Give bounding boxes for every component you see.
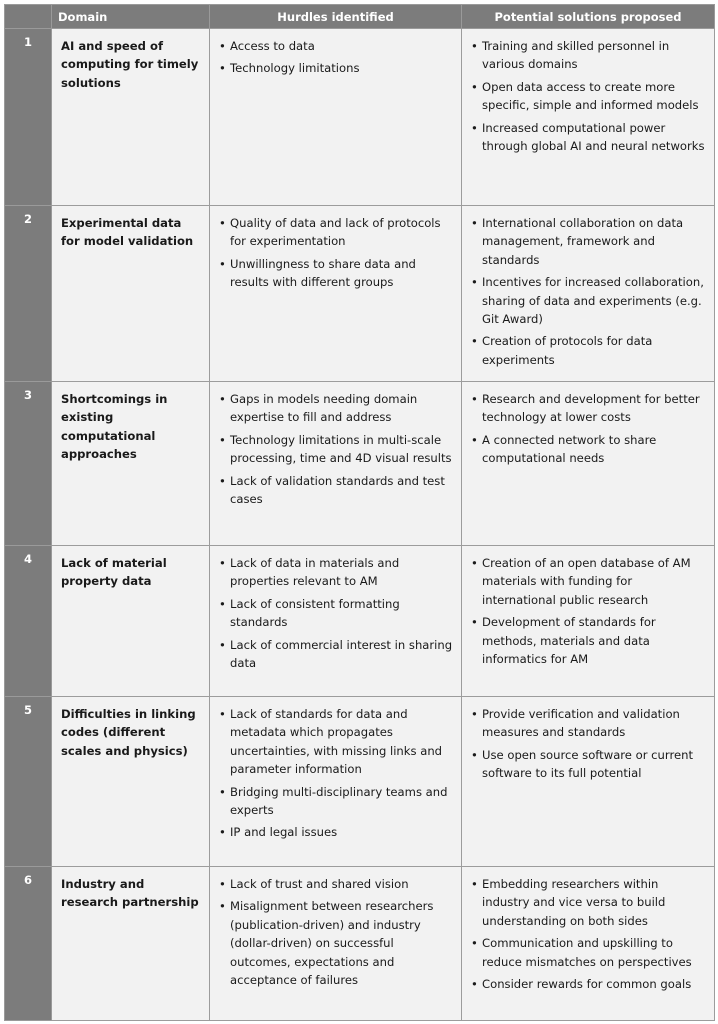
solutions-list — [470, 37, 706, 155]
row-domain: Difficulties in linking codes (different scales and physics) — [52, 697, 210, 867]
list-item: • Technology limitations in multi-scale processing, time and 4D visual results — [218, 431, 453, 468]
list-item: • Misalignment between researchers (publication-driven) and industry (dollar-driven) on successful outcomes, expectations and acceptance of failures — [218, 897, 453, 989]
list-item: • Bridging multi-disciplinary teams and experts — [218, 783, 453, 820]
list-item: • Lack of consistent formatting standards — [218, 595, 453, 632]
hurdles-list — [218, 705, 453, 842]
table-row — [5, 382, 715, 546]
table-header-row — [5, 5, 715, 29]
list-item: • Provide verification and validation measures and standards — [470, 705, 706, 742]
table-row — [5, 206, 715, 382]
list-item: • Open data access to create more specific, simple and informed models — [470, 78, 706, 115]
list-item: • Creation of protocols for data experiments — [470, 332, 706, 369]
hurdles-list — [218, 875, 453, 989]
row-domain: Lack of material property data — [52, 546, 210, 697]
list-item: • Communication and upskilling to reduce mismatches on perspectives — [470, 934, 706, 971]
row-number: 2 — [5, 206, 52, 382]
list-item: • Gaps in models needing domain expertise to fill and address — [218, 390, 453, 427]
list-item: • Access to data — [218, 37, 453, 55]
row-domain: AI and speed of computing for timely solutions — [52, 29, 210, 206]
solutions-list — [470, 554, 706, 668]
row-solutions — [462, 29, 715, 206]
row-domain: Industry and research partnership — [52, 867, 210, 1021]
list-item: • International collaboration on data management, framework and standards — [470, 214, 706, 269]
list-item: • Lack of data in materials and properties relevant to AM — [218, 554, 453, 591]
header-number — [5, 5, 52, 29]
list-item: • Lack of standards for data and metadata which propagates uncertainties, with missing links and parameter information — [218, 705, 453, 779]
list-item: • Technology limitations — [218, 59, 453, 77]
row-number: 1 — [5, 29, 52, 206]
row-solutions — [462, 382, 715, 546]
row-hurdles — [210, 697, 462, 867]
header-hurdles: Hurdles identified — [210, 5, 462, 29]
list-item: • Use open source software or current software to its full potential — [470, 746, 706, 783]
row-solutions — [462, 206, 715, 382]
list-item: • Quality of data and lack of protocols for experimentation — [218, 214, 453, 251]
list-item: • Development of standards for methods, materials and data informatics for AM — [470, 613, 706, 668]
row-number: 6 — [5, 867, 52, 1021]
row-number: 5 — [5, 697, 52, 867]
row-hurdles — [210, 382, 462, 546]
table-row — [5, 546, 715, 697]
row-hurdles — [210, 867, 462, 1021]
hurdles-list — [218, 214, 453, 292]
solutions-list — [470, 705, 706, 783]
row-solutions — [462, 697, 715, 867]
row-number: 3 — [5, 382, 52, 546]
solutions-list — [470, 390, 706, 468]
row-domain: Experimental data for model validation — [52, 206, 210, 382]
row-number: 4 — [5, 546, 52, 697]
row-hurdles — [210, 29, 462, 206]
row-solutions — [462, 867, 715, 1021]
row-domain: Shortcomings in existing computational approaches — [52, 382, 210, 546]
hurdles-list — [218, 37, 453, 78]
solutions-list — [470, 875, 706, 993]
list-item: • Consider rewards for common goals — [470, 975, 706, 993]
list-item: • A connected network to share computational needs — [470, 431, 706, 468]
solutions-list — [470, 214, 706, 369]
page — [4, 4, 714, 1020]
hurdles-list — [218, 390, 453, 508]
header-domain: Domain — [52, 5, 210, 29]
hurdles-list — [218, 554, 453, 672]
row-hurdles — [210, 546, 462, 697]
list-item: • Training and skilled personnel in various domains — [470, 37, 706, 74]
table-row — [5, 697, 715, 867]
list-item: • Increased computational power through global AI and neural networks — [470, 119, 706, 156]
list-item: • Lack of commercial interest in sharing data — [218, 636, 453, 673]
list-item: • Research and development for better technology at lower costs — [470, 390, 706, 427]
table-row — [5, 29, 715, 206]
list-item: • Lack of validation standards and test cases — [218, 472, 453, 509]
header-solutions: Potential solutions proposed — [462, 5, 715, 29]
table-row — [5, 867, 715, 1021]
row-hurdles — [210, 206, 462, 382]
list-item: • Unwillingness to share data and results with different groups — [218, 255, 453, 292]
hurdles-solutions-table — [4, 4, 715, 1021]
list-item: • Creation of an open database of AM materials with funding for international public research — [470, 554, 706, 609]
list-item: • IP and legal issues — [218, 823, 453, 841]
list-item: • Incentives for increased collaboration, sharing of data and experiments (e.g. Git Award) — [470, 273, 706, 328]
list-item: • Lack of trust and shared vision — [218, 875, 453, 893]
list-item: • Embedding researchers within industry and vice versa to build understanding on both sides — [470, 875, 706, 930]
row-solutions — [462, 546, 715, 697]
